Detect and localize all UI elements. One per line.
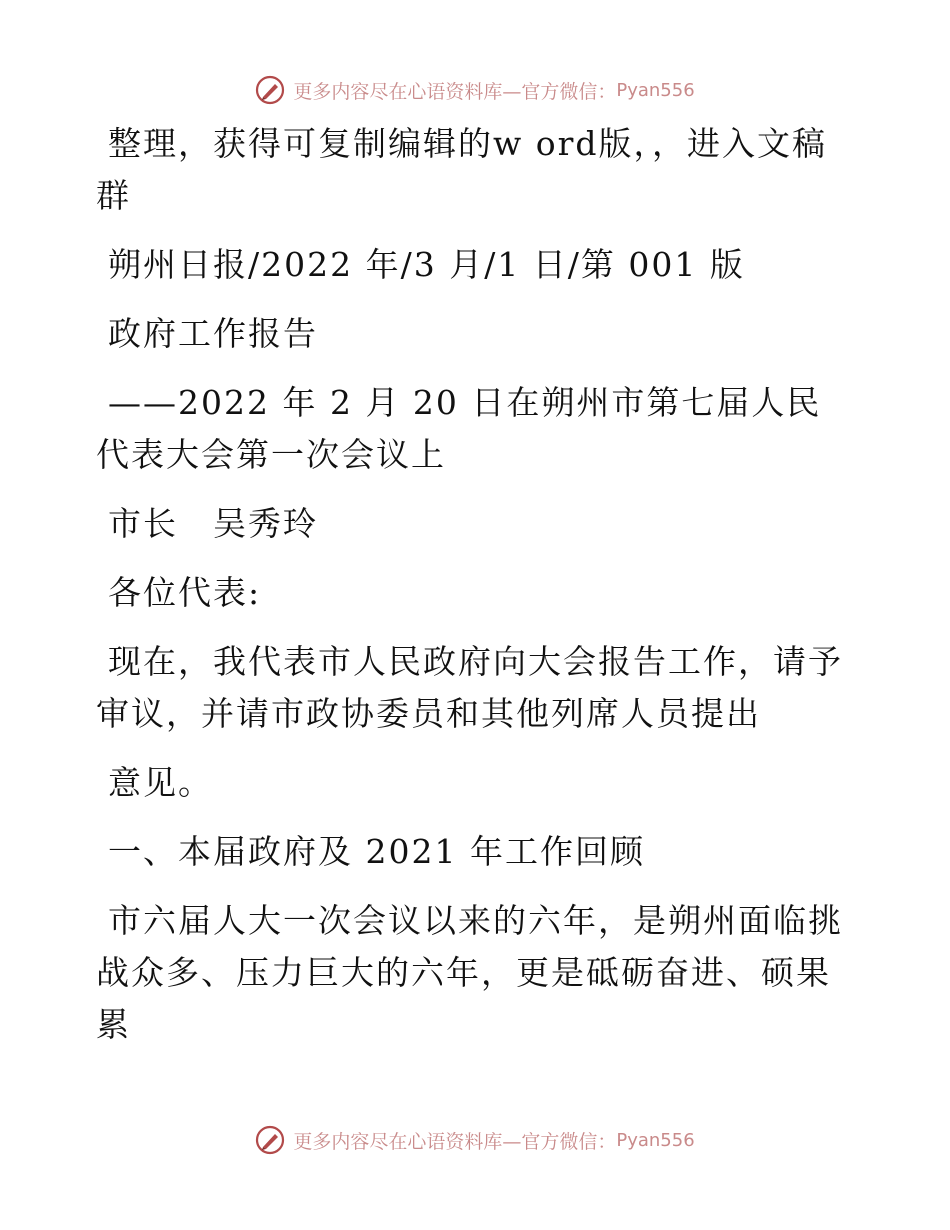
document-title: 政府工作报告 [108,314,318,353]
paragraph-review: 市六届人大一次会议以来的六年，是朔州面临挑战众多、压力巨大的六年，更是砥砺奋进、硕果累 [96,901,843,1044]
watermark-wechat: Pyan556 [616,79,695,101]
author-line: 市长 吴秀玲 [108,504,318,543]
paragraph-opening-cont: 意见。 [108,763,213,802]
paragraph-source-line: 朔州日报/2022 年/3 月/1 日/第 001 版 [108,245,745,284]
pen-logo-icon [255,1125,285,1155]
paragraph-opening: 现在，我代表市人民政府向大会报告工作，请予审议，并请市政协委员和其他列席人员提出 [96,642,843,733]
paragraph-intro-note: 整理，获得可复制编辑的w ord版，，进入文稿群 [96,124,828,215]
watermark-text: 更多内容尽在心语资料库—官方微信： [293,80,617,103]
header-watermark [0,70,950,110]
footer-watermark [0,1120,950,1160]
watermark-wechat: Pyan556 [616,1129,695,1151]
section-heading-1: 一、本届政府及 2021 年工作回顾 [108,832,645,871]
watermark-text: 更多内容尽在心语资料库—官方微信： [293,1130,617,1153]
document-body [96,118,856,1068]
pen-logo-icon [255,75,285,105]
document-subtitle: ——2022 年 2 月 20 日在朔州市第七届人民代表大会第一次会议上 [96,383,822,474]
salutation: 各位代表: [108,573,262,612]
